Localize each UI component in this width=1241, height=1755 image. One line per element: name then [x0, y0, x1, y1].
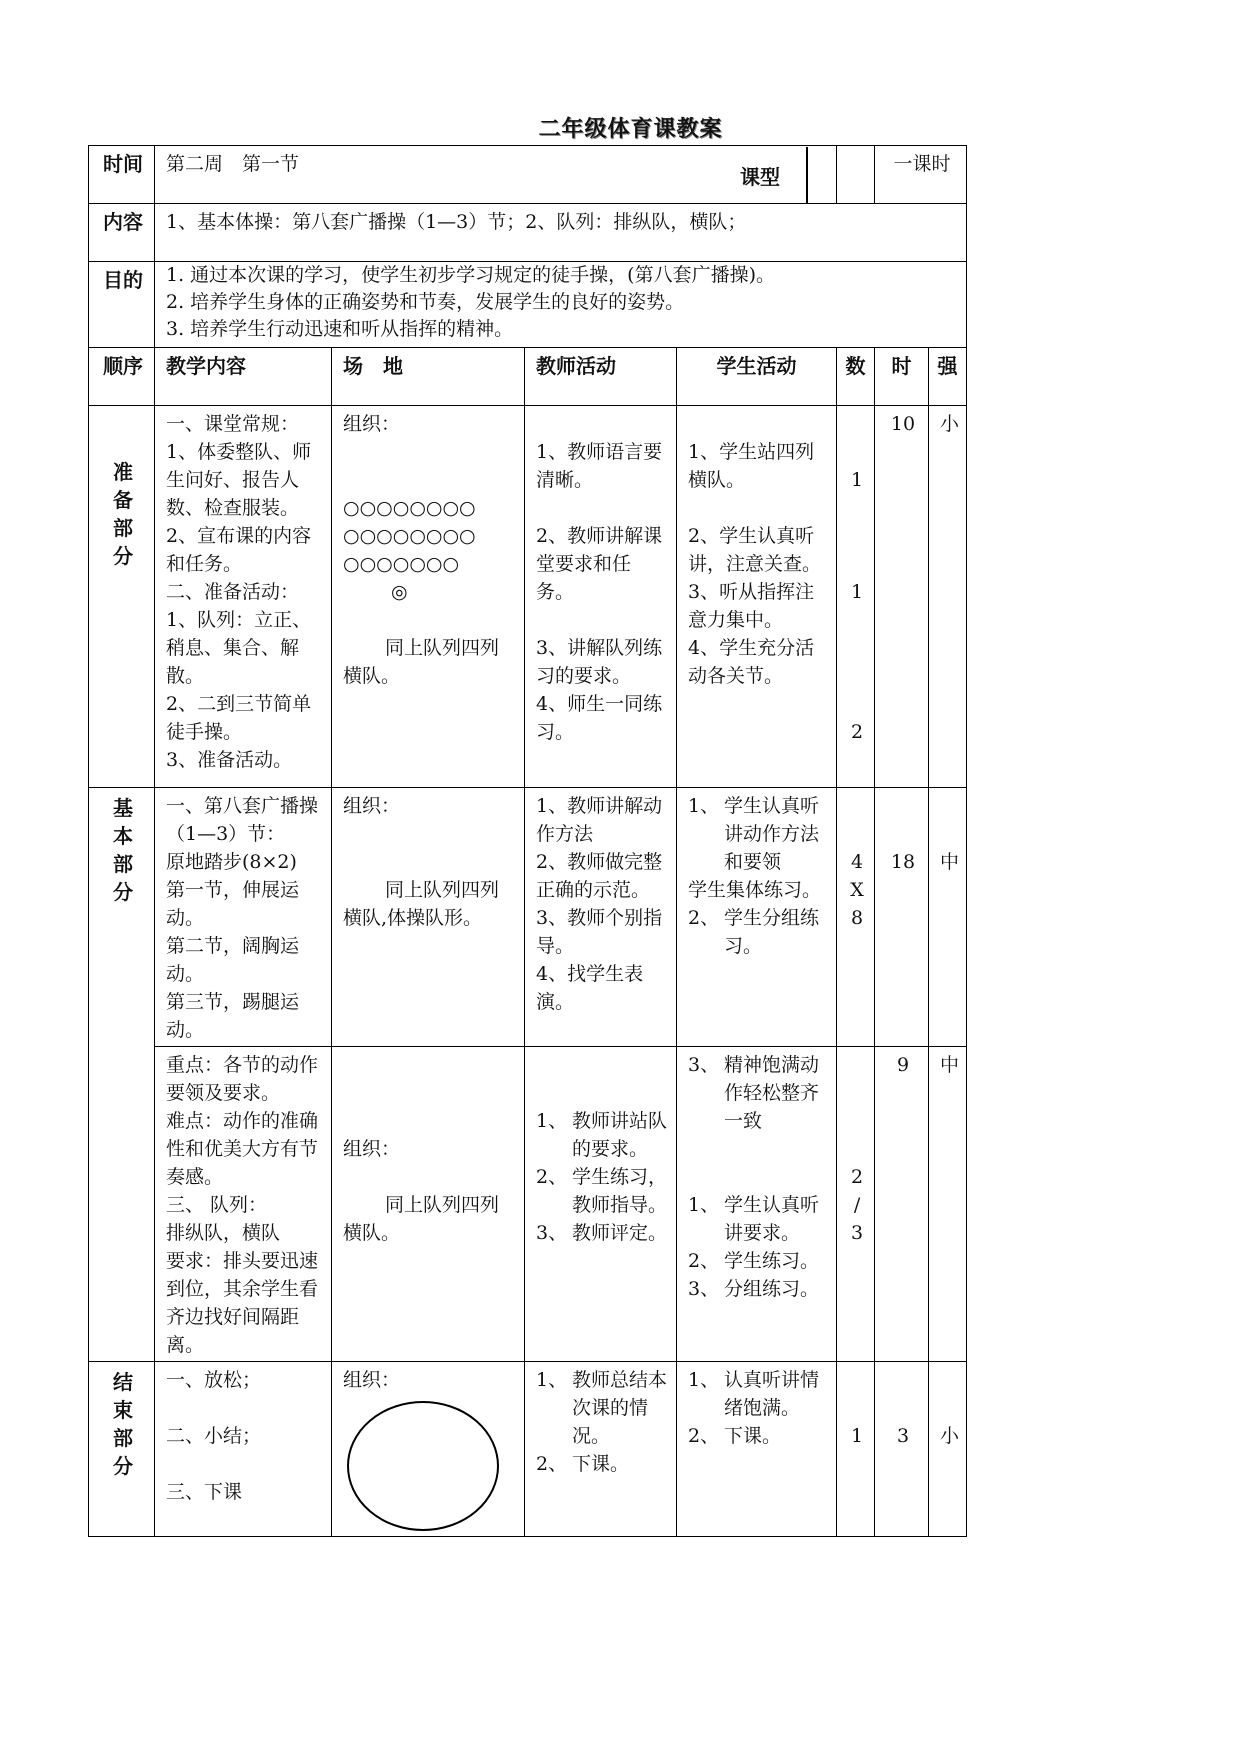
teacher-item: 2、教师讲解课堂要求和任务。 — [536, 525, 663, 603]
content-line: 重点：各节的动作要领及要求。 — [166, 1054, 319, 1104]
content-line: 第二节，阔胸运动。 — [166, 935, 300, 985]
row-basic-1 — [89, 788, 967, 1047]
content-line: 一、第八套广播操（1—3）节： — [166, 795, 319, 845]
teacher-item: 1、教师讲解动作方法 — [536, 795, 663, 845]
end-teacher — [525, 1362, 677, 1537]
student-item: 3、 分组练习。 — [688, 1278, 820, 1300]
goal-list — [155, 262, 967, 348]
content-line: 要求：排头要迅速到位，其余学生看齐边找好间隔距离。 — [166, 1250, 319, 1356]
basic1-time: 18 — [875, 788, 929, 1047]
content-line: 一、放松； — [166, 1369, 262, 1391]
basic1-intensity: 中 — [929, 788, 967, 1047]
content-line: 1、体委整队、师生问好、报告人数、检查服装。 — [166, 441, 312, 519]
row-time — [89, 146, 967, 204]
venue-note: 同上队列四列横队。 — [343, 1194, 500, 1244]
content-line: 三、下课 — [166, 1481, 243, 1503]
content-line: 2、宣布课的内容和任务。 — [166, 525, 312, 575]
basic2-intensity: 中 — [929, 1047, 967, 1362]
basic1-student — [677, 788, 837, 1047]
teacher-item: 1、 教师讲站队的要求。 — [536, 1110, 668, 1160]
col-time: 时 — [875, 348, 929, 406]
time-value: 第二周 第一节 — [155, 146, 837, 204]
goal-item: 1. 通过本次课的学习，使学生初步学习规定的徒手操，(第八套广播操)。 — [166, 264, 775, 286]
venue-org-label: 组织： — [343, 1138, 401, 1160]
col-student: 学生活动 — [677, 348, 837, 406]
row-content — [89, 204, 967, 262]
type-label-cell — [837, 146, 875, 204]
content-line: 2、二到三节简单徒手操。 — [166, 693, 312, 743]
end-intensity: 小 — [929, 1362, 967, 1537]
end-student — [677, 1362, 837, 1537]
row-prep — [89, 406, 967, 788]
basic-label: 基本部分 — [89, 788, 155, 1362]
student-item: 2、 下课。 — [688, 1425, 782, 1447]
basic2-student — [677, 1047, 837, 1362]
time-label: 时间 — [89, 146, 155, 204]
type-label: 课型 — [740, 164, 780, 189]
goal-item: 2. 培养学生身体的正确姿势和节奏，发展学生的良好的姿势。 — [166, 291, 685, 313]
col-teacher: 教师活动 — [525, 348, 677, 406]
count-value: 3 — [850, 1222, 864, 1244]
row-basic-2 — [89, 1047, 967, 1362]
content-line: 三、 队列： — [166, 1194, 268, 1216]
student-item: 1、 学生认真听讲动作方法和要领 — [688, 795, 820, 873]
content-line: 二、小结； — [166, 1425, 262, 1447]
basic1-count — [837, 788, 875, 1047]
content-label: 内容 — [89, 204, 155, 262]
count-value: / — [853, 1194, 861, 1216]
content-line: 二、准备活动： — [166, 581, 300, 603]
col-order: 顺序 — [89, 348, 155, 406]
teacher-item: 2、教师做完整正确的示范。 — [536, 851, 663, 901]
venue-org-label: 组织： — [343, 413, 401, 435]
goal-item: 3. 培养学生行动迅速和听从指挥的精神。 — [166, 318, 514, 340]
count-value: 2 — [850, 721, 864, 743]
type-divider — [806, 147, 808, 204]
end-count: 1 — [837, 1362, 875, 1537]
row-column-headers — [89, 348, 967, 406]
prep-count — [837, 406, 875, 788]
goal-label: 目的 — [89, 262, 155, 348]
student-item: 1、 学生认真听讲要求。 — [688, 1194, 820, 1244]
prep-venue — [332, 406, 525, 788]
count-value: 1 — [850, 581, 864, 603]
col-venue: 场 地 — [332, 348, 525, 406]
basic2-venue — [332, 1047, 525, 1362]
teacher-item: 3、 教师评定。 — [536, 1222, 668, 1244]
row-end — [89, 1362, 967, 1537]
content-line: 第三节，踢腿运动。 — [166, 991, 300, 1041]
end-content — [155, 1362, 332, 1537]
teacher-item: 4、师生一同练习。 — [536, 693, 663, 743]
venue-note: 同上队列四列横队,体操队形。 — [343, 879, 500, 929]
teacher-item: 1、教师语言要清晰。 — [536, 441, 663, 491]
basic2-content — [155, 1047, 332, 1362]
content-line: 1、队列：立正、稍息、集合、解散。 — [166, 609, 312, 687]
basic2-count — [837, 1047, 875, 1362]
teacher-item: 2、 下课。 — [536, 1453, 630, 1475]
teacher-item: 3、讲解队列练习的要求。 — [536, 637, 663, 687]
venue-note: 同上队列四列横队。 — [343, 637, 500, 687]
col-intensity: 强 — [929, 348, 967, 406]
student-item: 1、学生站四列横队。 — [688, 441, 815, 491]
basic2-time: 9 — [875, 1047, 929, 1362]
count-value: X — [850, 879, 864, 901]
prep-student — [677, 406, 837, 788]
col-count: 数 — [837, 348, 875, 406]
end-time: 3 — [875, 1362, 929, 1537]
content-line: 原地踏步(8×2) — [166, 851, 297, 873]
content-line: 3、准备活动。 — [166, 749, 293, 771]
basic1-content — [155, 788, 332, 1047]
count-value: 8 — [850, 907, 864, 929]
count-value: 1 — [850, 469, 864, 491]
content-line: 排纵队，横队 — [166, 1222, 281, 1244]
student-item: 4、学生充分活动各关节。 — [688, 637, 815, 687]
basic2-teacher — [525, 1047, 677, 1362]
venue-org-label: 组织： — [343, 795, 401, 817]
content-line: 难点：动作的准确性和优美大方有节奏感。 — [166, 1110, 319, 1188]
student-item: 2、 学生分组练习。 — [688, 907, 820, 957]
formation-row: ○○○○○○○ — [343, 553, 460, 575]
end-venue — [332, 1362, 525, 1537]
col-content: 教学内容 — [155, 348, 332, 406]
basic1-teacher — [525, 788, 677, 1047]
student-item: 3、 精神饱满动作轻松整齐一致 — [688, 1054, 820, 1132]
count-value: 4 — [850, 851, 864, 873]
prep-label: 准备部分 — [89, 406, 155, 788]
teacher-item: 3、教师个别指导。 — [536, 907, 663, 957]
teacher-item: 4、找学生表演。 — [536, 963, 644, 1013]
content-line: 第一节，伸展运动。 — [166, 879, 300, 929]
teacher-item: 2、 学生练习，教师指导。 — [536, 1166, 668, 1216]
content-value: 1、基本体操：第八套广播操（1—3）节；2、队列：排纵队，横队； — [155, 204, 967, 262]
prep-teacher — [525, 406, 677, 788]
formation-row: ○○○○○○○○ — [343, 497, 476, 519]
document-title: 二年级体育课教案 — [538, 117, 723, 142]
row-goals — [89, 262, 967, 348]
content-line: 一、课堂常规： — [166, 413, 300, 435]
student-item: 3、听从指挥注意力集中。 — [688, 581, 815, 631]
circle-formation-diagram — [343, 1398, 503, 1534]
end-label: 结束部分 — [89, 1362, 155, 1537]
prep-time: 10 — [875, 406, 929, 788]
lesson-plan-table — [88, 145, 967, 1537]
venue-org-label: 组织： — [343, 1369, 401, 1391]
prep-content — [155, 406, 332, 788]
type-value: 一课时 — [875, 146, 967, 204]
formation-row: ○○○○○○○○ — [343, 525, 476, 547]
student-item: 1、 认真听讲情绪饱满。 — [688, 1369, 820, 1419]
count-value: 2 — [850, 1166, 864, 1188]
basic1-venue — [332, 788, 525, 1047]
prep-intensity: 小 — [929, 406, 967, 788]
teacher-position-mark: ◎ — [391, 581, 408, 603]
student-item: 学生集体练习。 — [688, 879, 822, 901]
student-item: 2、学生认真听讲，注意关查。 — [688, 525, 822, 575]
teacher-item: 1、 教师总结本次课的情况。 — [536, 1369, 668, 1447]
student-item: 2、 学生练习。 — [688, 1250, 820, 1272]
